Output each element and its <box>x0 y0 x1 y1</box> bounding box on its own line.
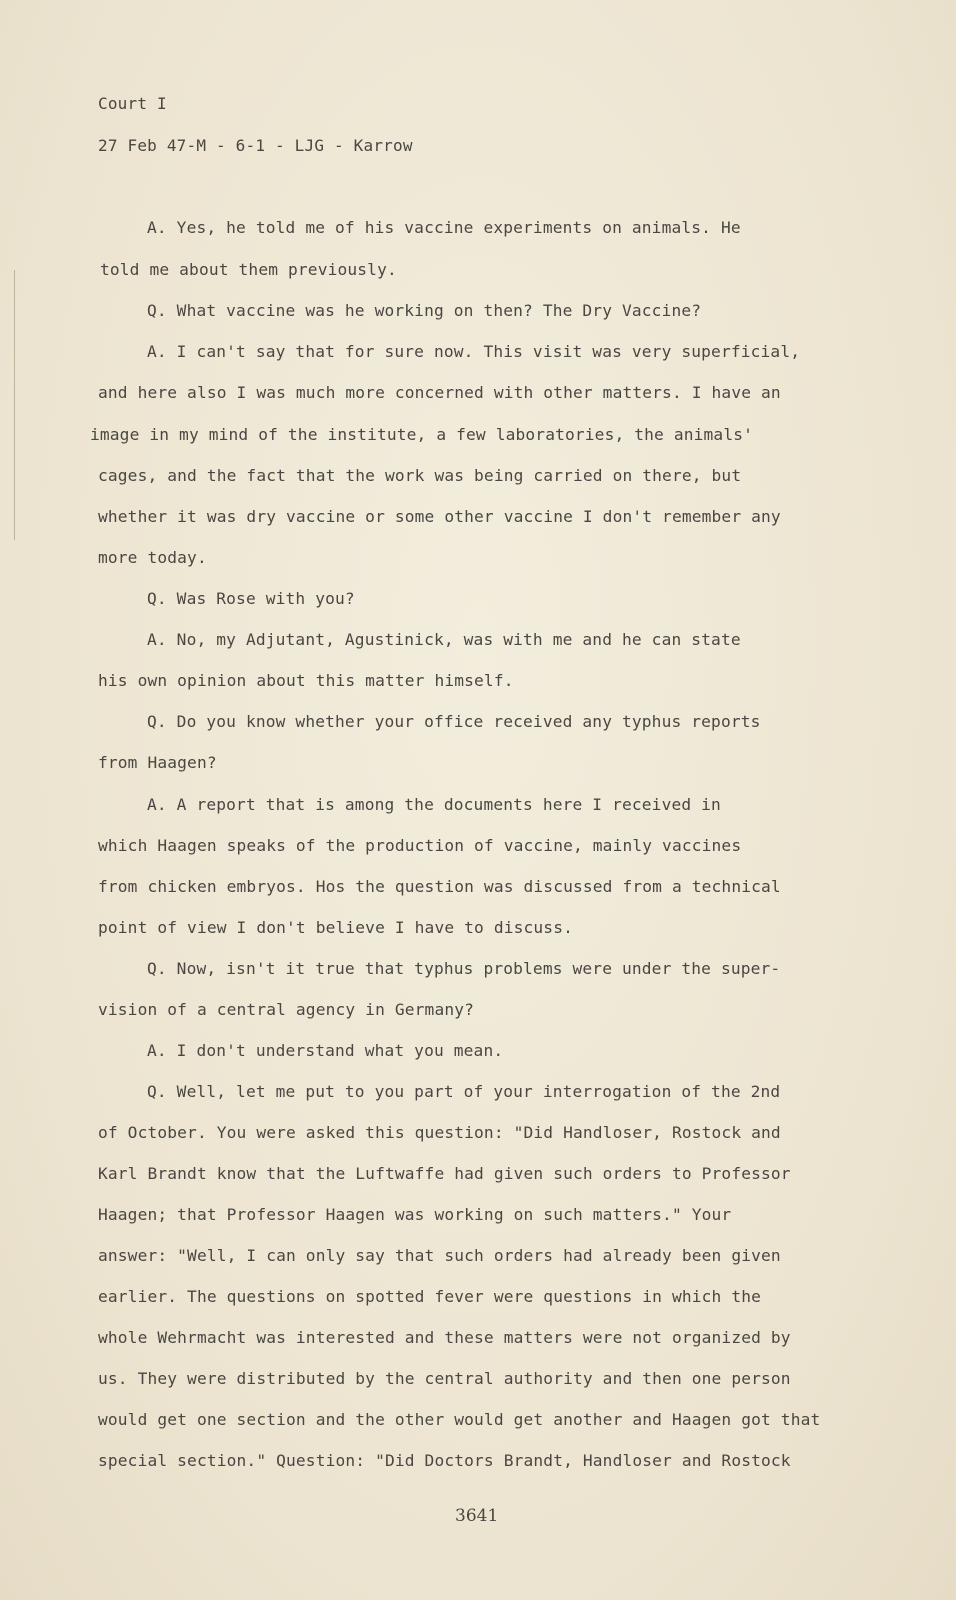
transcript-line: Karl Brandt know that the Luftwaffe had given such orders to Professor <box>98 1164 791 1183</box>
transcript-line: vision of a central agency in Germany? <box>98 1000 475 1019</box>
transcript-line: of October. You were asked this question: "Did Handloser, Rostock and <box>98 1123 781 1142</box>
transcript-line: cages, and the fact that the work was being carried on there, but <box>98 466 742 485</box>
transcript-line: answer: "Well, I can only say that such orders had already been given <box>98 1246 781 1265</box>
transcript-line: Haagen; that Professor Haagen was working on such matters." Your <box>98 1205 732 1224</box>
session-line: 27 Feb 47-M - 6-1 - LJG - Karrow <box>98 136 413 155</box>
transcript-line: whether it was dry vaccine or some other vaccine I don't remember any <box>98 507 781 526</box>
transcript-line: which Haagen speaks of the production of vaccine, mainly vaccines <box>98 836 742 855</box>
transcript-line: would get one section and the other would get another and Haagen got that <box>98 1410 821 1429</box>
transcript-line: A. I don't understand what you mean. <box>147 1041 504 1060</box>
transcript-line: from Haagen? <box>98 753 217 772</box>
court-label: Court I <box>98 94 167 113</box>
transcript-line: Q. Was Rose with you? <box>147 589 355 608</box>
transcript-line: image in my mind of the institute, a few laboratories, the animals' <box>90 425 754 444</box>
transcript-line: us. They were distributed by the central authority and then one person <box>98 1369 791 1388</box>
transcript-line: from chicken embryos. Hos the question was discussed from a technical <box>98 877 781 896</box>
transcript-line: A. I can't say that for sure now. This visit was very superficial, <box>147 342 801 361</box>
transcript-line: whole Wehrmacht was interested and these matters were not organized by <box>98 1328 791 1347</box>
transcript-line: A. Yes, he told me of his vaccine experiments on animals. He <box>147 218 741 237</box>
transcript-line: Q. Well, let me put to you part of your interrogation of the 2nd <box>147 1082 781 1101</box>
transcript-line: Q. What vaccine was he working on then? The Dry Vaccine? <box>147 301 702 320</box>
binding-edge <box>0 270 15 540</box>
transcript-line: and here also I was much more concerned with other matters. I have an <box>98 383 781 402</box>
page-number: 3641 <box>455 1506 499 1526</box>
transcript-line: his own opinion about this matter himself. <box>98 671 514 690</box>
transcript-line: A. A report that is among the documents here I received in <box>147 795 721 814</box>
transcript-line: more today. <box>98 548 207 567</box>
transcript-line: Q. Now, isn't it true that typhus problems were under the super- <box>147 959 781 978</box>
transcript-line: Q. Do you know whether your office received any typhus reports <box>147 712 761 731</box>
transcript-line: A. No, my Adjutant, Agustinick, was with me and he can state <box>147 630 741 649</box>
transcript-line: told me about them previously. <box>100 260 397 279</box>
transcript-line: point of view I don't believe I have to discuss. <box>98 918 573 937</box>
transcript-line: earlier. The questions on spotted fever were questions in which the <box>98 1287 762 1306</box>
transcript-line: special section." Question: "Did Doctors Brandt, Handloser and Rostock <box>98 1451 791 1470</box>
